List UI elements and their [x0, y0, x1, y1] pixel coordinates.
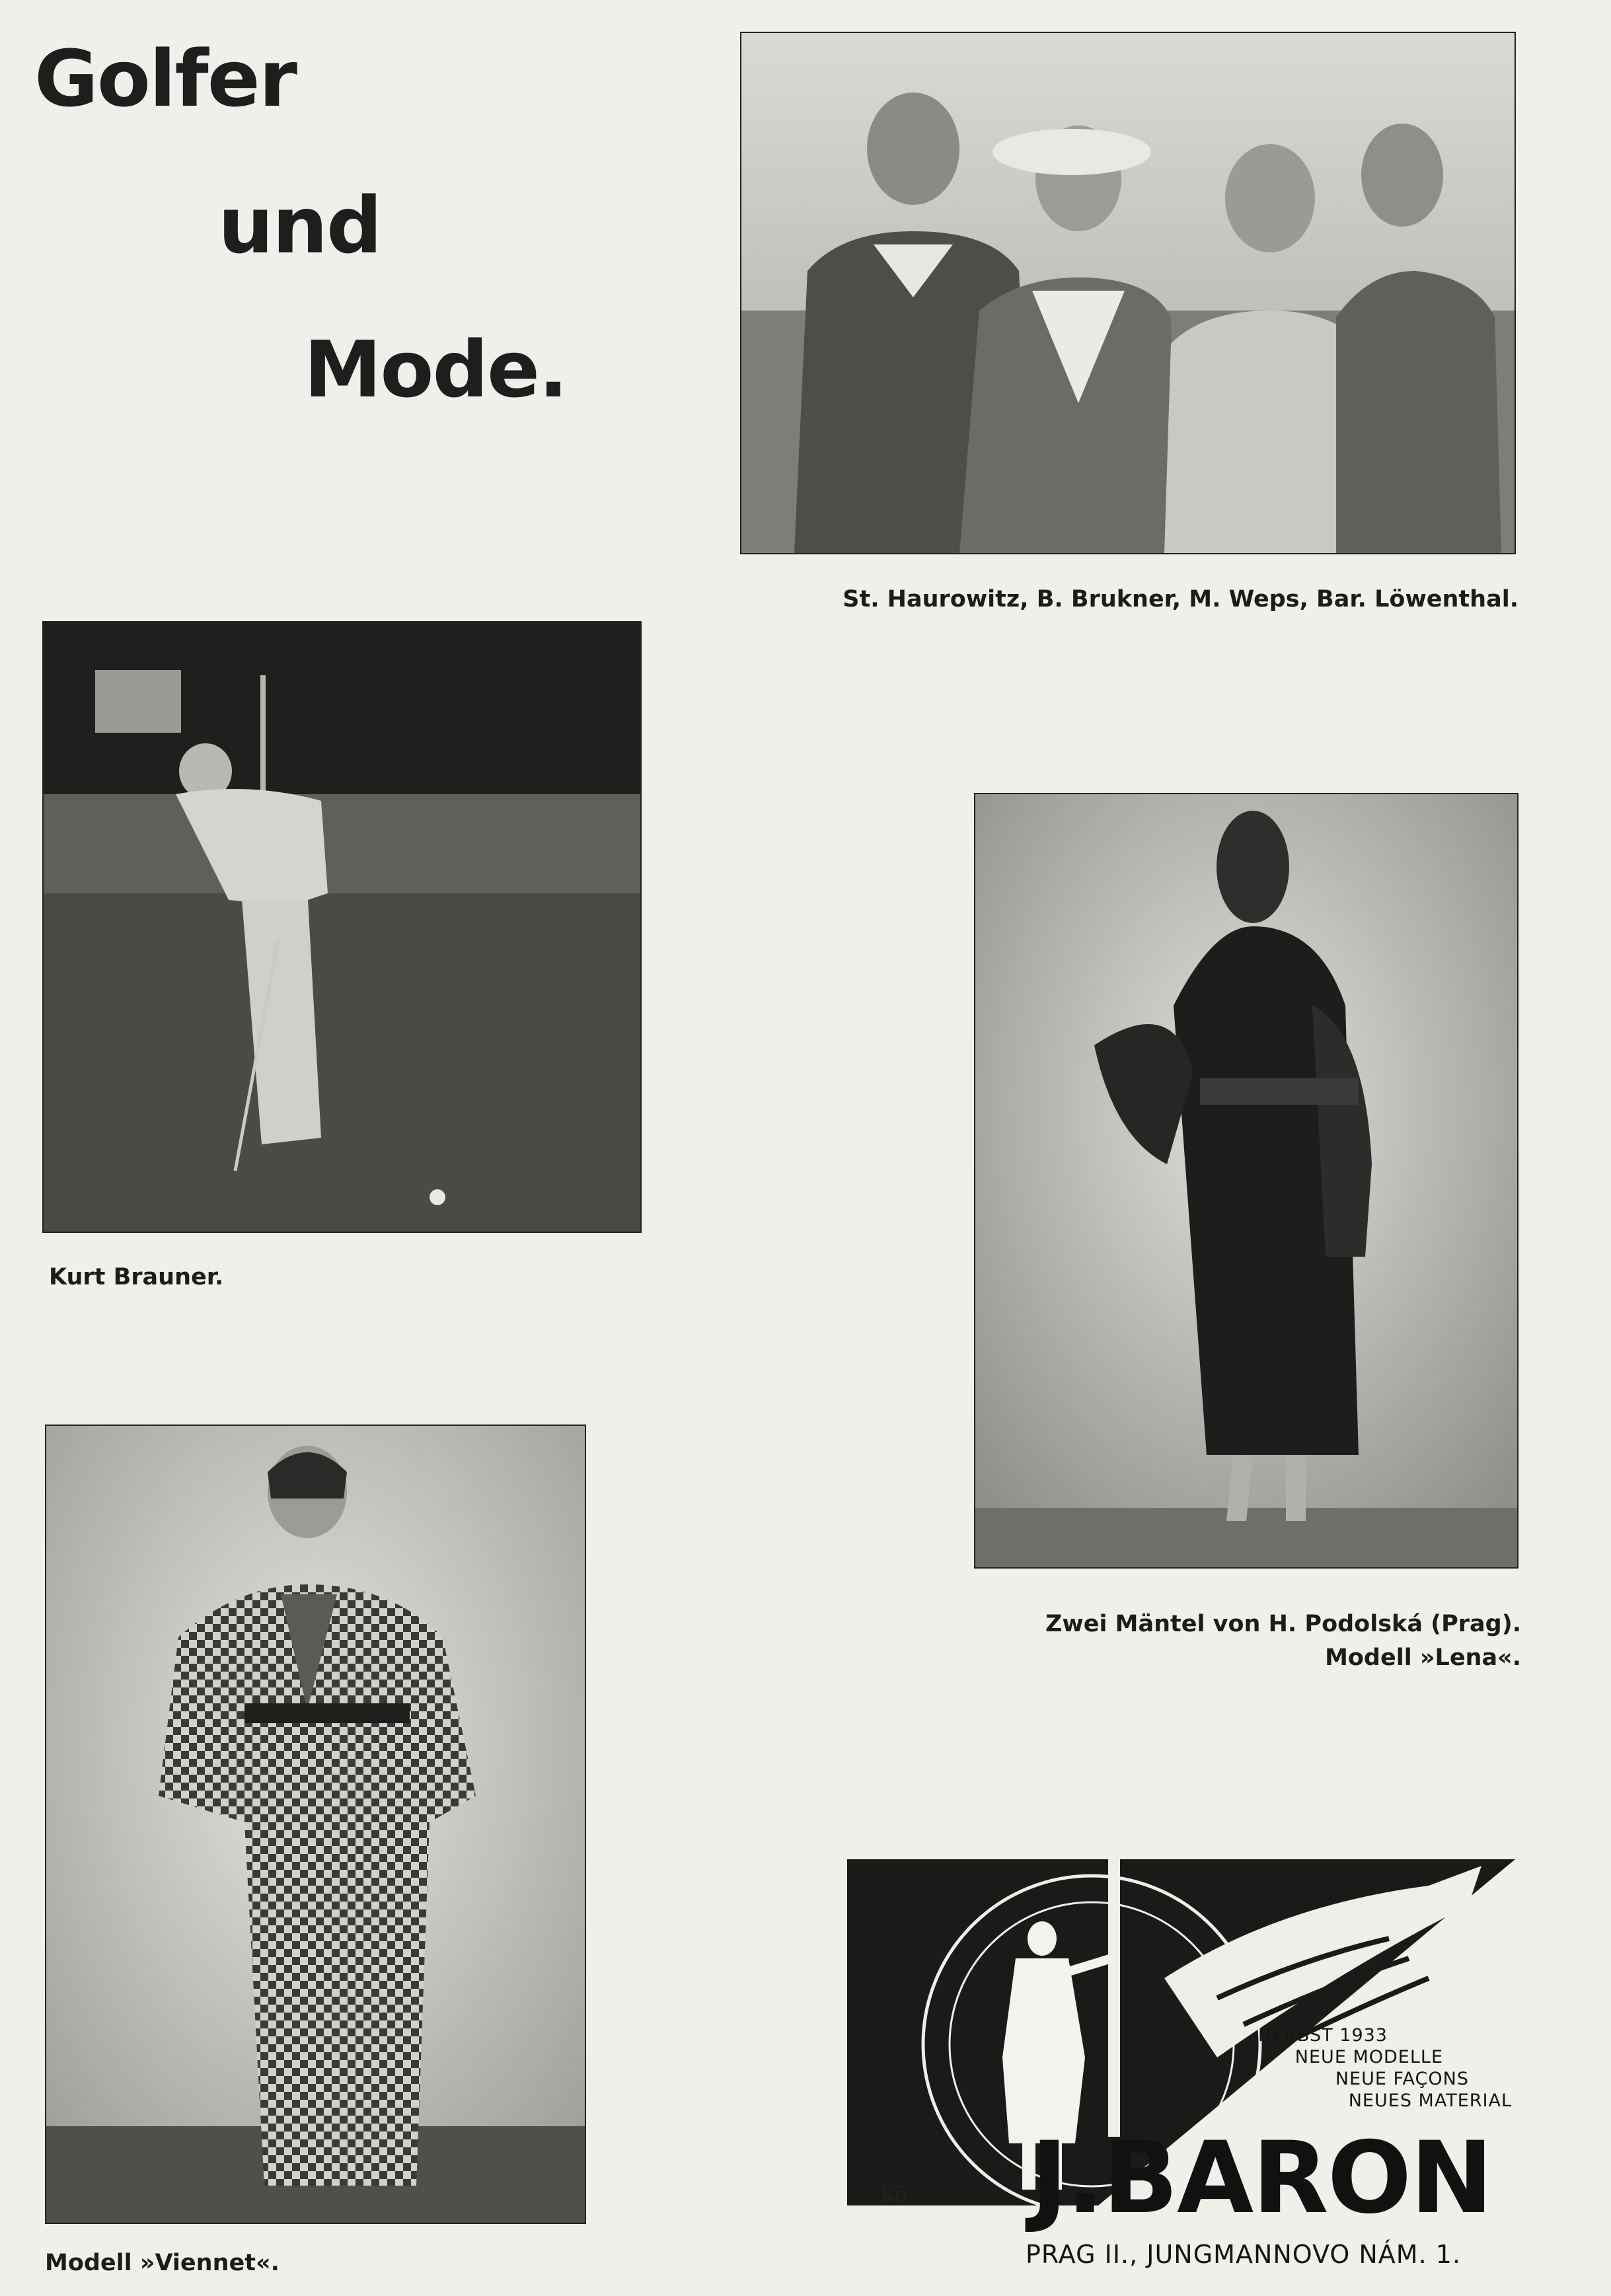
golfer-photo-image	[44, 622, 640, 1232]
ad-line-modelle: NEUE MODELLE	[1294, 2047, 1443, 2067]
heading-und: und	[218, 180, 381, 271]
group-photo-image	[741, 33, 1515, 553]
coat-viennet-caption: Modell »Viennet«.	[45, 2250, 280, 2276]
ad-artist-signature: Kö	[881, 2184, 907, 2207]
group-photo-caption: St. Haurowitz, B. Brukner, M. Weps, Bar. Löwenthal.	[843, 586, 1518, 612]
coat-lena-caption-line2: Modell »Lena«.	[1325, 1645, 1521, 1671]
coat-photo-lena	[974, 793, 1518, 1569]
ad-line-herbst: HERBST 1933	[1257, 2025, 1388, 2046]
group-photo	[740, 32, 1516, 554]
golfer-photo	[42, 621, 642, 1233]
ad-line-material: NEUES MATERIAL	[1348, 2091, 1512, 2111]
coat-photo-viennet-image	[46, 1426, 585, 2223]
heading-mode: Mode.	[304, 324, 567, 415]
coat-photo-viennet	[45, 1425, 586, 2224]
ad-address: PRAG II., JUNGMANNOVO NÁM. 1.	[1026, 2240, 1461, 2269]
ad-line-facons: NEUE FAÇONS	[1335, 2069, 1469, 2089]
coat-lena-caption-line1: Zwei Mäntel von H. Podolská (Prag).	[1045, 1611, 1521, 1637]
coat-photo-lena-image	[975, 794, 1517, 1567]
golfer-photo-caption: Kurt Brauner.	[49, 1264, 224, 1290]
heading-golfer: Golfer	[34, 33, 296, 124]
ad-brand-name: J.BARON	[1031, 2121, 1492, 2236]
